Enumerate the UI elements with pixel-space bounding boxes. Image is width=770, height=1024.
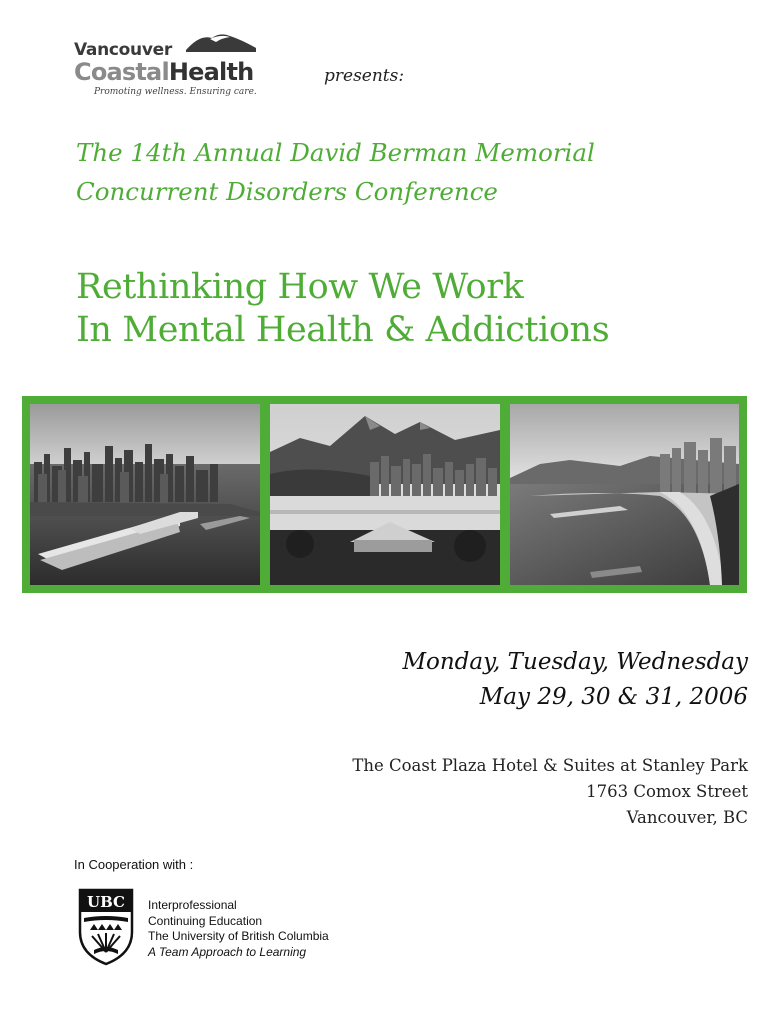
ubc-line2: Continuing Education bbox=[148, 913, 263, 928]
venue bbox=[352, 753, 748, 831]
mountain-city-photo bbox=[270, 404, 500, 585]
ubc-department bbox=[148, 898, 329, 960]
venue-name: The Coast Plaza Hotel & Suites at Stanley Park bbox=[352, 756, 748, 775]
mountain-icon bbox=[186, 30, 256, 52]
presents-label: presents: bbox=[324, 66, 405, 86]
beach-photo bbox=[510, 404, 739, 585]
event-date-range: May 29, 30 & 31, 2006 bbox=[479, 684, 748, 710]
logo-line1: Vancouver bbox=[74, 40, 172, 60]
ubc-line3: The University of British Columbia bbox=[148, 929, 329, 943]
vch-logo bbox=[74, 30, 264, 100]
event-days: Monday, Tuesday, Wednesday bbox=[402, 649, 748, 675]
photo-band bbox=[22, 396, 747, 593]
event-dates bbox=[402, 645, 748, 715]
headline-line2: In Mental Health & Addictions bbox=[76, 310, 610, 350]
venue-city: Vancouver, BC bbox=[626, 808, 748, 827]
harbour-photo bbox=[30, 404, 260, 585]
ubc-line4: A Team Approach to Learning bbox=[148, 944, 307, 959]
headline-line1: Rethinking How We Work bbox=[76, 267, 524, 307]
ubc-line1: Interprofessional bbox=[148, 898, 237, 912]
conference-title bbox=[76, 133, 595, 211]
venue-street: 1763 Comox Street bbox=[586, 782, 748, 801]
logo-coastal: Coastal bbox=[74, 58, 169, 86]
conference-title-line2: Concurrent Disorders Conference bbox=[76, 177, 498, 206]
logo-tagline: Promoting wellness. Ensuring care. bbox=[94, 87, 257, 97]
ubc-crest-icon bbox=[78, 888, 134, 966]
cooperation-label: In Cooperation with : bbox=[74, 857, 194, 872]
headline bbox=[76, 266, 609, 352]
ubc-crest-label: UBC bbox=[87, 893, 125, 911]
logo-line2 bbox=[74, 58, 253, 86]
logo-health: Health bbox=[168, 58, 254, 86]
conference-title-line1: The 14th Annual David Berman Memorial bbox=[76, 138, 595, 167]
